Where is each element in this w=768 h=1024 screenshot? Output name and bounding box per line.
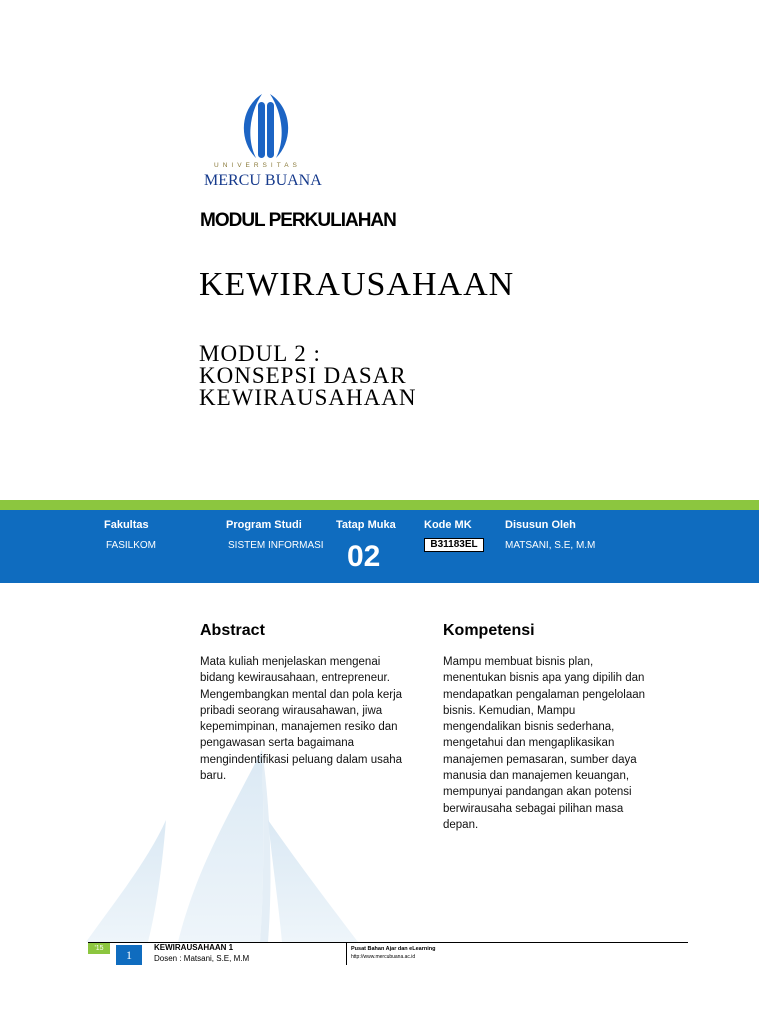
author-value: MATSANI, S.E, M.M — [505, 540, 596, 551]
competency-line: mempunyai pandangan akan potensi — [443, 786, 632, 799]
module-title-line-1: KONSEPSI DASAR — [199, 363, 407, 388]
logo-university-label: UNIVERSITAS — [214, 162, 301, 169]
course-title: KEWIRAUSAHAAN — [199, 266, 515, 303]
meeting-header: Tatap Muka — [336, 519, 396, 531]
competency-line: manusia dan manajemen keuangan, — [443, 770, 630, 783]
competency-line: mengetahui dan mengaplikasikan — [443, 737, 615, 750]
competency-title: Kompetensi — [443, 622, 535, 639]
competency-line: berwirausaha sebagai pilihan masa — [443, 802, 624, 815]
abstract-line: Mata kuliah menjelaskan mengenai — [200, 656, 381, 668]
competency-line: bisnis. Kemudian, Mampu — [443, 704, 576, 717]
module-title-line-2: KEWIRAUSAHAAN — [199, 385, 417, 410]
competency-line: Mampu membuat bisnis plan, — [443, 656, 594, 668]
abstract-line: baru. — [200, 770, 227, 783]
abstract-line: mengindentifikasi peluang dalam usaha — [200, 753, 403, 766]
abstract-line: pribadi seorang wirausahawan, jiwa — [200, 704, 383, 717]
code-header: Kode MK — [424, 519, 472, 531]
info-band-accent — [0, 500, 759, 510]
course-code-value: B31183EL — [424, 538, 484, 552]
footer-lecturer: Dosen : Matsani, S.E, M.M — [154, 954, 250, 963]
competency-line: manajemen pemasaran, sumber daya — [443, 753, 637, 766]
footer-year: '15 — [88, 943, 110, 954]
program-value: SISTEM INFORMASI — [228, 540, 324, 551]
abstract-line: bidang kewirausahaan, entrepreneur. — [200, 672, 390, 685]
footer-page-number: 1 — [116, 945, 142, 965]
module-number: MODUL 2 : — [199, 341, 321, 366]
competency-line: mengendalikan bisnis sederhana, — [443, 721, 615, 734]
abstract-line: pengawasan serta bagaimana — [200, 737, 355, 750]
competency-line: mendapatkan pengalaman pengelolaan — [443, 688, 646, 701]
footer-divider — [346, 943, 347, 965]
competency-line: menentukan bisnis apa yang dipilih dan — [443, 672, 645, 685]
faculty-value: FASILKOM — [106, 540, 157, 551]
meeting-value: 02 — [347, 540, 381, 573]
abstract-title: Abstract — [200, 622, 265, 639]
abstract-line: kepemimpinan, manajemen resiko dan — [200, 721, 398, 734]
footer-course: KEWIRAUSAHAAN 1 — [154, 943, 234, 952]
mercu-buana-emblem-icon — [196, 88, 334, 168]
competency-line: depan. — [443, 818, 479, 831]
document-label: MODUL PERKULIAHAN — [200, 210, 396, 231]
university-logo — [196, 88, 334, 196]
logo-name: MERCU BUANA — [204, 172, 322, 189]
author-header: Disusun Oleh — [505, 519, 576, 531]
program-header: Program Studi — [226, 519, 302, 531]
faculty-header: Fakultas — [104, 519, 149, 531]
abstract-line: Mengembangkan mental dan pola kerja — [200, 688, 403, 701]
competency-text — [443, 654, 683, 833]
abstract-text — [200, 654, 432, 784]
footer-url[interactable]: http://www.mercubuana.ac.id — [351, 954, 416, 960]
footer-center-name: Pusat Bahan Ajar dan eLearning — [351, 946, 436, 952]
